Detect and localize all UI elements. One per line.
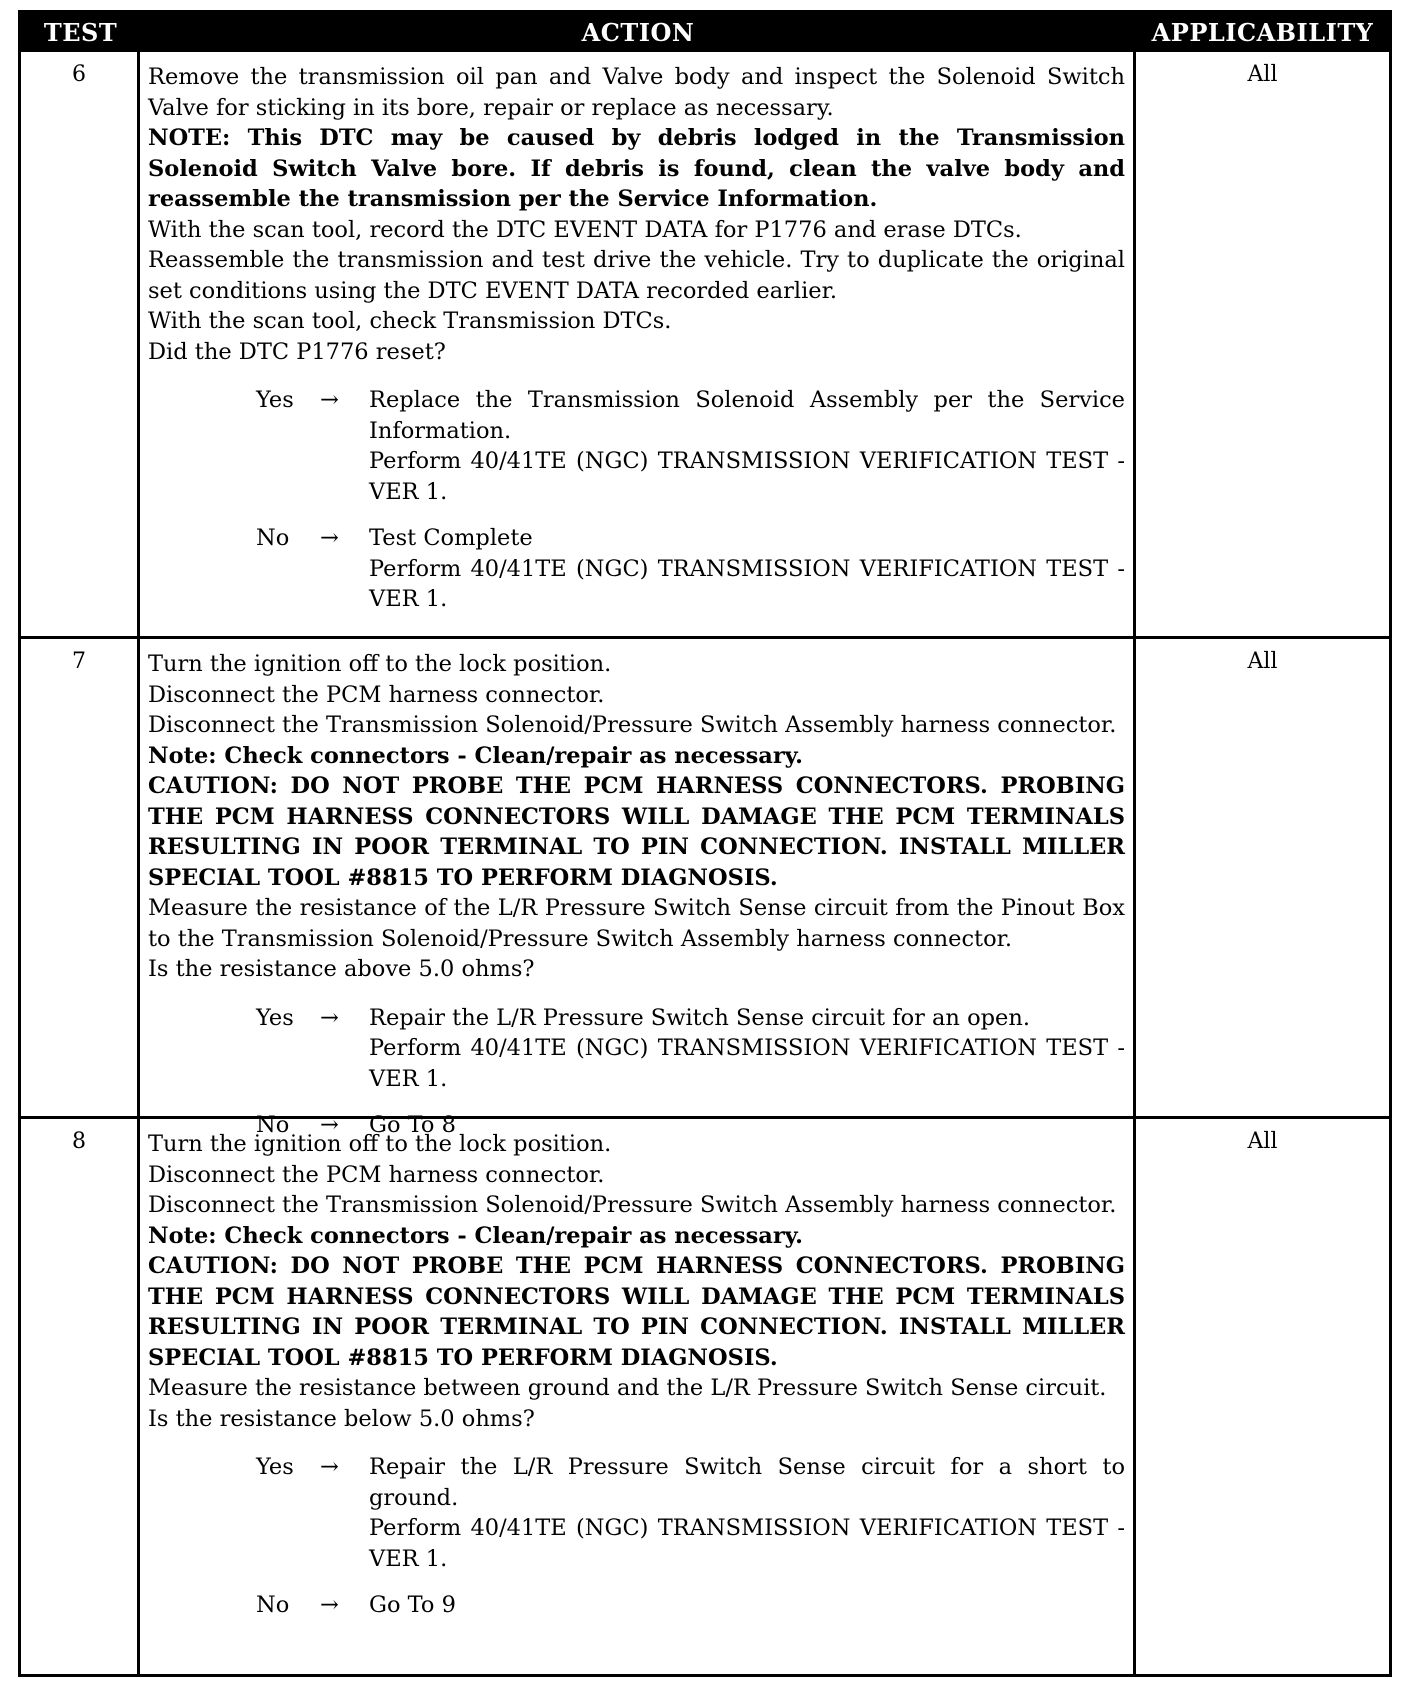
action-note: Note: Check connectors - Clean/repair as necessary. <box>148 1222 803 1249</box>
yes-label: Yes <box>256 1004 294 1031</box>
action-step: Disconnect the PCM harness connector. <box>148 681 605 708</box>
arrow-icon: → <box>320 1112 339 1138</box>
action-step: Disconnect the Transmission Solenoid/Pressure Switch Assembly harness connector. <box>148 1192 1117 1218</box>
no-result-line: Test Complete <box>369 525 533 551</box>
yes-result-line: Repair the L/R Pressure Switch Sense circuit for a short to ground. <box>369 1454 1125 1511</box>
action-note: CAUTION: DO NOT PROBE THE PCM HARNESS CONNECTORS. PROBING THE PCM HARNESS CONNECTORS WILL DAMAGE THE PCM TERMINALS RESULTING IN POOR TERMINAL TO PIN CONNECTION. INSTALL MILLER SPECIAL TOOL #8815 TO PERFORM DIAGNOSIS. <box>148 773 1125 891</box>
action-cell <box>140 639 1136 1138</box>
arrow-icon: → <box>320 1592 339 1618</box>
arrow-icon: → <box>320 525 339 551</box>
yes-result-line: Perform 40/41TE (NGC) TRANSMISSION VERIFICATION TEST - VER 1. <box>369 1515 1125 1572</box>
arrow-icon: → <box>320 1004 339 1031</box>
action-note: CAUTION: DO NOT PROBE THE PCM HARNESS CONNECTORS. PROBING THE PCM HARNESS CONNECTORS WILL DAMAGE THE PCM TERMINALS RESULTING IN POOR TERMINAL TO PIN CONNECTION. INSTALL MILLER SPECIAL TOOL #8815 TO PERFORM DIAGNOSIS. <box>148 1253 1125 1371</box>
no-label: No <box>256 1592 290 1618</box>
no-result <box>369 523 1125 615</box>
no-result-line: Go To 9 <box>369 1592 456 1618</box>
yes-answer <box>148 1452 1125 1574</box>
action-step: With the scan tool, check Transmission DTCs. <box>148 308 672 334</box>
no-result <box>369 1590 1125 1621</box>
header-test: TEST <box>43 18 118 47</box>
table-body <box>21 52 1389 1674</box>
no-label: No <box>256 1112 290 1138</box>
table-row <box>21 636 1389 1138</box>
header-action: ACTION <box>581 18 695 47</box>
arrow-icon: → <box>320 387 339 413</box>
yes-result-line: Perform 40/41TE (NGC) TRANSMISSION VERIFICATION TEST - VER 1. <box>369 1035 1125 1092</box>
yes-label: Yes <box>256 387 294 413</box>
action-cell <box>140 1119 1136 1674</box>
action-cell <box>140 52 1136 636</box>
test-number: 8 <box>21 1119 140 1674</box>
action-step: Measure the resistance between ground and the L/R Pressure Switch Sense circuit. <box>148 1375 1107 1401</box>
table-row <box>21 1116 1389 1674</box>
yes-answer <box>148 385 1125 507</box>
no-result-line: Perform 40/41TE (NGC) TRANSMISSION VERIFICATION TEST - VER 1. <box>369 555 1125 612</box>
action-step: Is the resistance below 5.0 ohms? <box>148 1405 535 1432</box>
yes-result-line: Perform 40/41TE (NGC) TRANSMISSION VERIFICATION TEST - VER 1. <box>369 448 1125 505</box>
no-answer <box>148 523 1125 615</box>
applicability-cell: All <box>1247 62 1278 87</box>
action-note: Note: Check connectors - Clean/repair as necessary. <box>148 742 803 769</box>
yes-answer <box>148 1003 1125 1095</box>
action-step: Turn the ignition off to the lock position. <box>148 651 612 677</box>
yes-result-line: Replace the Transmission Solenoid Assembly per the Service Information. <box>369 387 1125 444</box>
yes-result <box>369 1003 1125 1095</box>
action-step: Measure the resistance of the L/R Pressure Switch Sense circuit from the Pinout Box to the Transmission Solenoid/Pressure Switch Assembly harness connector. <box>148 895 1125 952</box>
action-step: Disconnect the Transmission Solenoid/Pressure Switch Assembly harness connector. <box>148 712 1117 738</box>
action-step: Remove the transmission oil pan and Valve body and inspect the Solenoid Switch Valve for sticking in its bore, repair or replace as necessary. <box>148 64 1125 121</box>
action-step: Is the resistance above 5.0 ohms? <box>148 956 535 982</box>
action-step: With the scan tool, record the DTC EVENT DATA for P1776 and erase DTCs. <box>148 216 1022 243</box>
table-header <box>21 13 1389 52</box>
action-step: Turn the ignition off to the lock position. <box>148 1131 612 1157</box>
header-applicability: APPLICABILITY <box>1151 18 1374 47</box>
no-answer <box>148 1590 1125 1621</box>
arrow-icon: → <box>320 1454 339 1480</box>
test-number: 7 <box>21 639 140 1116</box>
test-number: 6 <box>21 52 140 636</box>
applicability-cell: All <box>1247 1129 1278 1154</box>
table-row <box>21 52 1389 636</box>
yes-result <box>369 1452 1125 1574</box>
action-note: NOTE: This DTC may be caused by debris lodged in the Transmission Solenoid Switch Valve bore. If debris is found, clean the valve body and reassemble the transmission per the Service Information. <box>148 125 1125 212</box>
no-label: No <box>256 525 290 551</box>
no-result-line: Go To 8 <box>369 1112 456 1138</box>
yes-result-line: Repair the L/R Pressure Switch Sense circuit for an open. <box>369 1004 1030 1031</box>
diagnostic-table <box>18 10 1392 1677</box>
applicability-cell: All <box>1247 649 1278 674</box>
action-step: Disconnect the PCM harness connector. <box>148 1161 605 1188</box>
action-step: Did the DTC P1776 reset? <box>148 338 446 365</box>
yes-label: Yes <box>256 1454 294 1480</box>
action-step: Reassemble the transmission and test drive the vehicle. Try to duplicate the original set conditions using the DTC EVENT DATA recorded earlier. <box>148 247 1125 304</box>
yes-result <box>369 385 1125 507</box>
